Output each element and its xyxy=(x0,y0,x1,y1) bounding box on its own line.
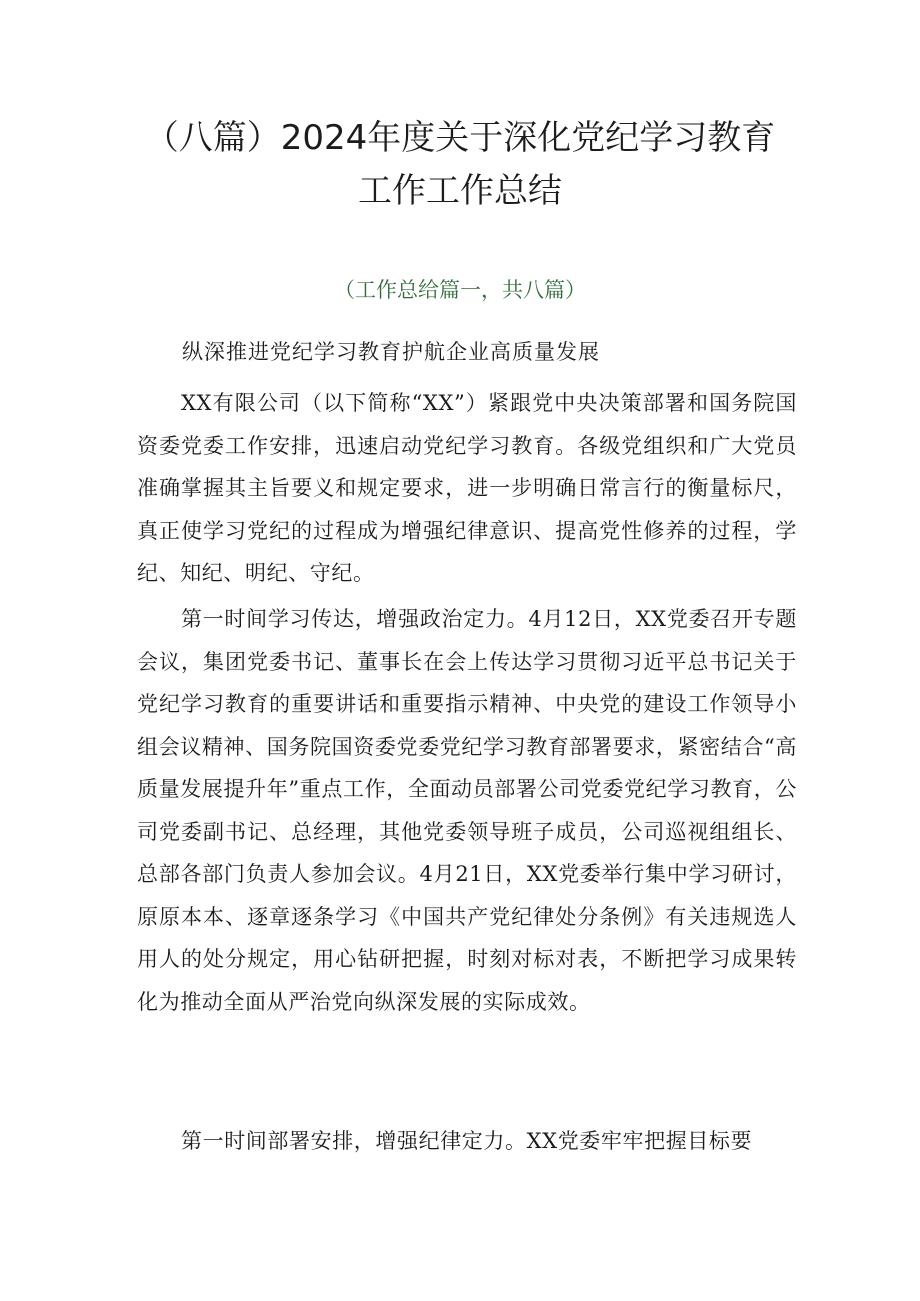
body-paragraph: 第一时间学习传达，增强政治定力。4月12日，XX党委召开专题会议，集团党委书记、董事长在会上传达学习贯彻习近平总书记关于党纪学习教育的重要讲话和重要指示精神、中央党的建设工作领导小组会议精神、国务院国资委党委党纪学习教育部署要求，紧密结合“高质量发展提升年”重点工作，全面动员部署公司党委党纪学习教育，公司党委副书记、总经理，其他党委领导班子成员，公司巡视组组长、总部各部门负责人参加会议。4月21日，XX党委举行集中学习研讨，原原本本、逐章逐条学习《中国共产党纪律处分条例》有关违规选人用人的处分规定，用心钻研把握，时刻对标对表，不断把学习成果转化为推动全面从严治党向纵深发展的实际成效。 xyxy=(137,607,797,1014)
document-title-line-1: （八篇）2024年度关于深化党纪学习教育 xyxy=(144,118,776,158)
article-heading: 纵深推进党纪学习教育护航企业高质量发展 xyxy=(182,340,600,364)
body-paragraph: XX有限公司（以下简称“XX”）紧跟党中央决策部署和国务院国资委党委工作安排，迅速启动党纪学习教育。各级党组织和广大党员准确掌握其主旨要义和规定要求，进一步明确日常言行的衡量标尺，真正使学习党纪的过程成为增强纪律意识、提高党性修养的过程，学纪、知纪、明纪、守纪。 xyxy=(137,391,797,585)
body-paragraph: 第一时间部署安排，增强纪律定力。XX党委牢牢把握目标要 xyxy=(181,1129,753,1153)
document-title-line-2: 工作工作总结 xyxy=(358,171,562,211)
section-subheading: （工作总给篇一，共八篇） xyxy=(334,278,586,302)
